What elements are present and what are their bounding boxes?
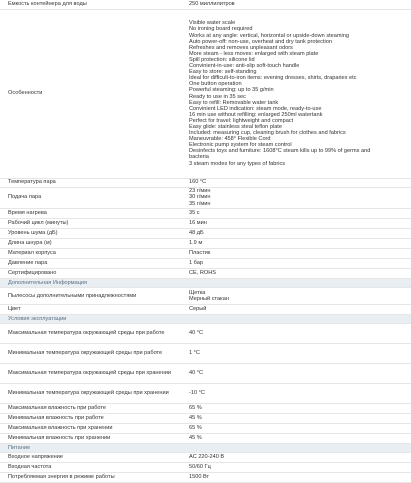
spec-label: Максимальная температура окружающей среды при хранении <box>0 363 187 383</box>
spec-label: Минимальная влажность при работе <box>0 413 187 423</box>
spec-value-line: bacteria <box>189 154 209 161</box>
spec-value-line: Refreshes and removes unpleasant odors <box>189 44 293 51</box>
spec-label: Минимальная температура окружающей среды при хранении <box>0 383 187 403</box>
spec-value <box>187 287 411 304</box>
spec-value <box>187 248 411 258</box>
spec-row <box>0 218 411 228</box>
spec-value-line: CE, ROHS <box>189 269 217 276</box>
spec-value-line: Convinient-in-use: anti-slip soft-touch handle <box>189 63 300 70</box>
spec-row <box>0 383 411 403</box>
spec-value-line: Perfect for travel: lightweight and compact <box>189 117 294 124</box>
spec-value-line: Пластик <box>189 249 211 256</box>
spec-label: Подача пара <box>0 187 187 208</box>
spec-row <box>0 304 411 314</box>
spec-row <box>0 433 411 443</box>
spec-value <box>187 187 411 208</box>
spec-value-line: No ironing board required <box>189 26 253 33</box>
spec-value <box>187 413 411 423</box>
spec-label: Длина шнура (м) <box>0 238 187 248</box>
spec-value-line: Maneuvrable: 458° Flexible Cord <box>189 136 271 143</box>
spec-row <box>0 413 411 423</box>
spec-row <box>0 228 411 238</box>
spec-label: Пылесосы дополнительными принадлежностями <box>0 287 187 304</box>
spec-value <box>187 462 411 472</box>
spec-label: Цвет <box>0 304 187 314</box>
spec-value-line: 160 °C <box>189 179 207 186</box>
spec-value-line: Included: measuring cup, cleaning brush for clothes and fabrics <box>189 130 346 137</box>
spec-label: Материал корпуса <box>0 248 187 258</box>
spec-row <box>0 258 411 268</box>
spec-value-line: 1500 Вт <box>189 474 210 481</box>
spec-value-line: 48 дБ <box>189 229 204 236</box>
spec-row <box>0 268 411 278</box>
spec-value <box>187 423 411 433</box>
spec-label: Минимальная влажность при хранении <box>0 433 187 443</box>
spec-value <box>187 268 411 278</box>
spec-row <box>0 343 411 363</box>
spec-value-line: 16 min use without refilling: enlarged 250ml watertank <box>189 111 323 118</box>
spec-value-line: 40 °C <box>189 370 204 377</box>
spec-row <box>0 423 411 433</box>
spec-value <box>187 0 411 9</box>
spec-value <box>187 208 411 218</box>
spec-value-line: 1.9 м <box>189 239 203 246</box>
section-title: Дополнительная Информация <box>0 278 411 287</box>
spec-row <box>0 403 411 413</box>
spec-label: Входное напряжение <box>0 452 187 462</box>
spec-value <box>187 178 411 187</box>
spec-label: Время нагрева <box>0 208 187 218</box>
spec-value <box>187 343 411 363</box>
spec-value-line: 1 °C <box>189 350 200 357</box>
spec-value-line: 250 миллилитров <box>189 1 235 8</box>
spec-row <box>0 187 411 208</box>
spec-value-line: 30 г/мин <box>189 194 211 201</box>
spec-row <box>0 323 411 343</box>
spec-value <box>187 304 411 314</box>
spec-value <box>187 218 411 228</box>
spec-value-line: Electronic pump system for steam control <box>189 142 292 149</box>
spec-row <box>0 452 411 462</box>
spec-value-line: Convinient LED indication: steam mode, ready-to-use <box>189 105 322 112</box>
spec-row <box>0 178 411 187</box>
spec-value-line: 3 steam modes for any types of fabrics <box>189 160 286 167</box>
section-title: Питание <box>0 443 411 452</box>
spec-value-line: 35 с <box>189 209 200 216</box>
spec-label: Особенности <box>0 9 187 178</box>
spec-value-line: Щетка <box>189 289 206 296</box>
spec-value-line: Easy glide: stainless steal teflon plate <box>189 123 282 130</box>
spec-value-line: Мерный стакан <box>189 295 229 302</box>
section-header <box>0 314 411 323</box>
spec-value-line: 16 мин <box>189 219 207 226</box>
spec-value <box>187 258 411 268</box>
spec-value <box>187 228 411 238</box>
spec-value-line: More steam - less moves: enlarged with steam plate <box>189 50 319 57</box>
spec-row <box>0 208 411 218</box>
spec-row <box>0 9 411 178</box>
spec-value <box>187 363 411 383</box>
spec-value <box>187 433 411 443</box>
spec-row <box>0 472 411 482</box>
spec-label: Давление пара <box>0 258 187 268</box>
spec-value-line: Spill protection: silicone lid <box>189 56 255 63</box>
section-header <box>0 443 411 452</box>
spec-row <box>0 238 411 248</box>
spec-value-line: Visible water scale <box>189 20 236 27</box>
spec-label: Потребляемая энергия в режиме работы <box>0 472 187 482</box>
spec-value-line: 65 % <box>189 405 202 412</box>
spec-value-line: Easy to store: self-standing <box>189 69 257 76</box>
spec-value-line: One button operation <box>189 81 242 88</box>
spec-value-line: Works at any angle: vertical, horizontal or upside-down steaming <box>189 32 350 39</box>
spec-value-line: Серый <box>189 306 207 313</box>
spec-value-line: 45 % <box>189 415 202 422</box>
spec-value <box>187 323 411 343</box>
spec-label: Минимальная температура окружающей среды при работе <box>0 343 187 363</box>
spec-label: Рабочий цикл (минуты) <box>0 218 187 228</box>
spec-label: Температура пара <box>0 178 187 187</box>
spec-label: Максимальная влажность при хранении <box>0 423 187 433</box>
spec-value-line: Easy to refill: Removable water tank <box>189 99 279 106</box>
spec-row <box>0 287 411 304</box>
spec-label: Емкость контейнера для воды <box>0 0 187 9</box>
spec-value-line: -10 °C <box>189 390 205 397</box>
spec-row <box>0 462 411 472</box>
spec-row <box>0 248 411 258</box>
spec-value-line: Ready to use in 35 sec <box>189 93 246 100</box>
spec-value-line: Ideal for difficult-to-iron items: evening dresses, shirts, draparies etc <box>189 75 357 82</box>
spec-value-line: 50/60 Гц <box>189 464 211 471</box>
spec-label: Уровень шума (дБ) <box>0 228 187 238</box>
spec-value-line: Powerful steaming: up to 35 g/min <box>189 87 274 94</box>
spec-value <box>187 403 411 413</box>
spec-value <box>187 452 411 462</box>
spec-value <box>187 238 411 248</box>
spec-value <box>187 383 411 403</box>
spec-label: Входная частота <box>0 462 187 472</box>
spec-value-line: 1 бар <box>189 259 203 266</box>
section-header <box>0 278 411 287</box>
spec-value-line: 35 г/мин <box>189 200 211 207</box>
section-title: Условия эксплуатации <box>0 314 411 323</box>
spec-value <box>187 9 411 178</box>
spec-value-line: 23 г/мин <box>189 188 211 195</box>
spec-row <box>0 0 411 9</box>
spec-row <box>0 363 411 383</box>
spec-label: Максимальная температура окружающей среды при работе <box>0 323 187 343</box>
spec-value-line: Desinfects toys and furniture: 1608°C steam kills up to 99% of germs and <box>189 148 371 155</box>
spec-label: Сертифицировано <box>0 268 187 278</box>
spec-value-line: 45 % <box>189 435 202 442</box>
spec-value-line: AC 220-240 В <box>189 454 225 461</box>
spec-label: Максимальная влажность при работе <box>0 403 187 413</box>
spec-value-line: Auto power-off: non-use, overheat and dry tank protection <box>189 38 332 45</box>
spec-value-line: 40 °C <box>189 330 204 337</box>
spec-value-line: 65 % <box>189 425 202 432</box>
spec-value <box>187 472 411 482</box>
